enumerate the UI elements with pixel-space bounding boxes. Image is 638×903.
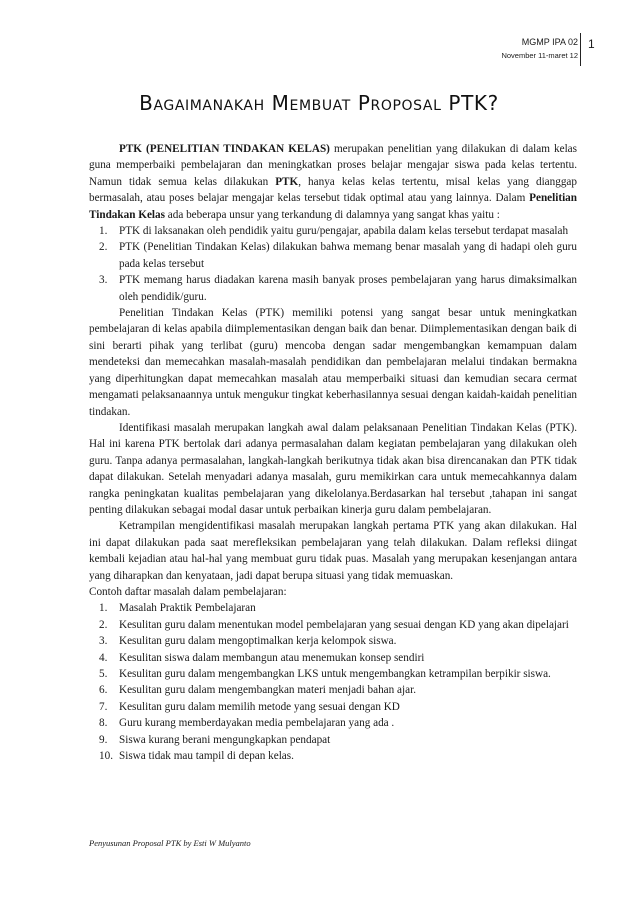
list-text: PTK (Penelitian Tindakan Kelas) dilakukan bahwa memang benar masalah yang di hadapi oleh guru pada kelas tersebut [119, 241, 577, 270]
intro-text-3: ada beberapa unsur yang terkandung di dalamnya yang sangat khas yaitu : [164, 208, 500, 221]
unsur-list [89, 223, 577, 305]
list-item [89, 732, 577, 748]
list-number: 3. [99, 635, 108, 648]
header-date: November 11-maret 12 [501, 51, 578, 60]
list-item [89, 699, 577, 715]
paragraph-identifikasi: Identifikasi masalah merupakan langkah awal dalam pelaksanaan Penelitian Tindakan Kelas (PTK). Hal ini karena PTK bertolak dari adanya permasalahan dalam kegiatan pembelajaran yang dilakukan oleh guru. Tanpa adanya permasalahan, langkah-langkah berikutnya tidak akan bisa direncanakan dan PTK tidak dapat dilakukan. Setelah menyadari adanya masalah, guru memikirkan cara untuk memecahkannya dalam rangka peningkatan kualitas pembelajaran yang dikelolanya.Berdasarkan hal tersebut ,tahapan ini sangat penting dilakukan sebagai modal dasar untuk perbaikan kinerja guru dalam pembelajaran. [89, 421, 577, 516]
intro-text-2: , hanya kelas kelas tertentu, misal kelas yang dianggap bermasalah, atau poses belajar mengajar kelas tersebut tidak optimal atau yang lainnya. Dalam [89, 175, 577, 205]
page-header [501, 36, 578, 62]
list-number: 1. [99, 225, 108, 238]
list-item [89, 715, 577, 731]
list-item [89, 617, 577, 633]
list-text: Kesulitan guru dalam mengembangkan LKS untuk mengembangkan ketrampilan berpikir siswa. [119, 668, 551, 680]
list-item [89, 666, 577, 682]
list-text: Kesulitan guru dalam memilih metode yang sesuai dengan KD [119, 700, 400, 713]
list-text: Siswa kurang berani mengungkapkan pendapat [119, 733, 331, 746]
list-item [89, 682, 577, 698]
list-number: 9. [99, 733, 108, 746]
list-number: 10. [99, 750, 113, 763]
list-text: Kesulitan siswa dalam membangun atau menemukan konsep sendiri [119, 651, 425, 664]
list-text: Kesulitan guru dalam menentukan model pembelajaran yang sesuai dengan KD yang akan dipelajari [119, 618, 569, 631]
page-footer: Penyusunan Proposal PTK by Esti W Mulyanto [89, 838, 251, 848]
list-text: PTK di laksanakan oleh pendidik yaitu guru/pengajar, apabila dalam kelas tersebut terdapat masalah [119, 225, 569, 238]
intro-lead: PTK (PENELITIAN TINDAKAN KELAS) [119, 143, 330, 155]
masalah-list [89, 600, 577, 764]
paragraph-potensi: Penelitian Tindakan Kelas (PTK) memiliki potensi yang sangat besar untuk meningkatkan pembelajaran di kelas apabila diimplementasikan dengan baik dan benar. Diimplementasikan dengan baik di sini berarti pihak yang terlibat (guru) mencoba dengan sadar mengembangkan kemampuan dalam mendeteksi dan memecahkan masalah-masalah pendidikan dan pembelajaran melalui tindakan bermakna yang diperhitungkan dapat memecahkan masalah atau memperbaiki situasi dan kemudian secara cermat mengamati pelaksanaannya untuk mengukur tingkat keberhasilannya sesuai dengan kaidah-kaidah penelitian tindakan. [89, 307, 577, 418]
list-item [89, 633, 577, 649]
document-body [89, 141, 577, 764]
document-title: Bagaimanakah Membuat Proposal PTK? [139, 91, 499, 115]
list-item [89, 223, 577, 239]
intro-ptk: PTK [275, 175, 299, 188]
list-item [89, 748, 577, 764]
list-text: Kesulitan guru dalam mengoptimalkan kerja kelompok siswa. [119, 635, 397, 648]
intro-ptk-full: Penelitian Tindakan Kelas [89, 192, 577, 221]
list-text: Siswa tidak mau tampil di depan kelas. [119, 750, 294, 763]
intro-text-1: merupakan penelitian yang dilakukan di dalam kelas guna memperbaiki pembelajaran dan meningkatkan proses belajar mengajar siswa pada kelas tertentu. Namun tidak semua kelas dilakukan [89, 143, 577, 188]
list-number: 7. [99, 700, 108, 713]
list-number: 5. [99, 668, 108, 680]
list-number: 4. [99, 651, 108, 664]
header-group: MGMP IPA 02 [521, 37, 578, 47]
masalah-intro: Contoh daftar masalah dalam pembelajaran: [89, 585, 287, 598]
list-text: Guru kurang memberdayakan media pembelajaran yang ada . [119, 717, 395, 730]
list-text: PTK memang harus diadakan karena masih banyak proses pembelajaran yang harus dimaksimalkan oleh pendidik/guru. [119, 274, 577, 303]
list-number: 3. [99, 274, 108, 287]
list-item [89, 239, 577, 272]
list-number: 2. [99, 241, 108, 254]
list-text: Masalah Praktik Pembelajaran [119, 602, 256, 615]
list-item [89, 650, 577, 666]
list-number: 6. [99, 684, 108, 697]
list-text: Kesulitan guru dalam mengembangkan materi menjadi bahan ajar. [119, 684, 416, 697]
list-number: 8. [99, 717, 108, 730]
header-divider [580, 33, 581, 66]
list-item [89, 600, 577, 616]
list-number: 1. [99, 602, 108, 615]
list-item [89, 272, 577, 305]
page-number: 1 [588, 37, 595, 51]
intro-paragraph [89, 141, 577, 223]
paragraph-ketrampilan: Ketrampilan mengidentifikasi masalah merupakan langkah pertama PTK yang akan dilakukan. Hal ini dapat dilakukan pada saat merefleksikan pembelajaran yang telah dilakukan. Dalam refleksi diingat kembali kejadian atau hal-hal yang membuat guru tidak puas. Masalah yang merupakan kesenjangan antara yang diharapkan dan kenyataan, jadi dapat berupa situasi yang tidak memuaskan. [89, 520, 577, 582]
list-number: 2. [99, 618, 108, 631]
